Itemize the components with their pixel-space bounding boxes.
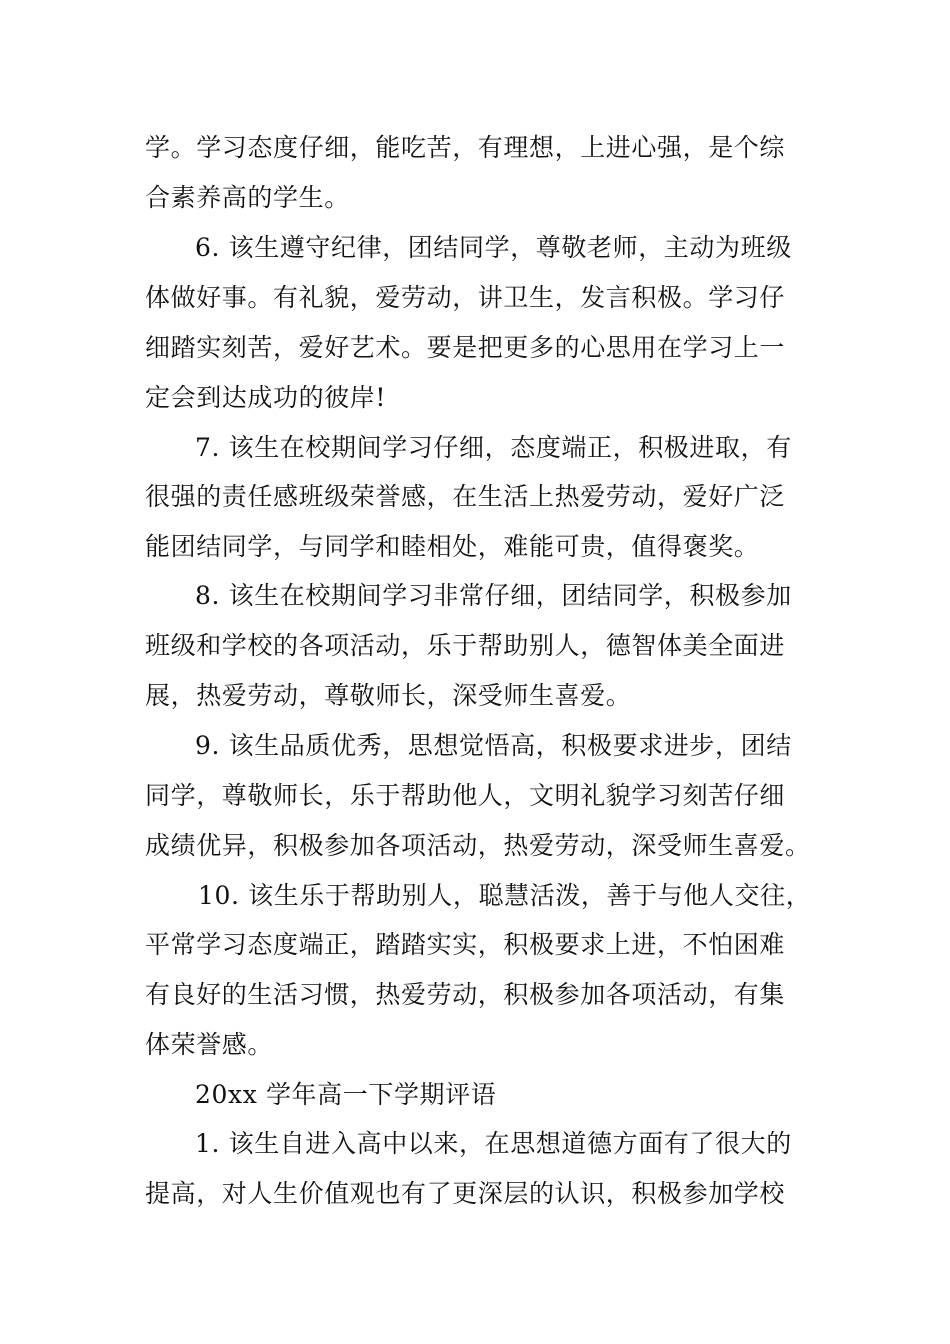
text-line: 10. 该生乐于帮助别人，聪慧活泼，善于与他人交往， [198,881,812,910]
text-line: 1. 该生自进入高中以来，在思想道德方面有了很大的 [195,1129,792,1158]
text-line: 展，热爱劳动，尊敬师长，深受师生喜爱。 [145,681,632,710]
text-line: 平常学习态度端正，踏踏实实，积极要求上进，不怕困难 [145,930,786,959]
text-line: 9. 该生品质优秀，思想觉悟高，积极要求进步，团结 [195,731,792,760]
text-line: 成绩优异，积极参加各项活动，热爱劳动，深受师生喜爱。 [145,831,811,860]
text-line: 提高，对人生价值观也有了更深层的认识，积极参加学校 [145,1179,786,1208]
section-heading: 20xx 学年高一下学期评语 [195,1080,497,1109]
text-line: 体做好事。有礼貌，爱劳动，讲卫生，发言积极。学习仔 [145,283,786,312]
text-line: 有良好的生活习惯，热爱劳动，积极参加各项活动，有集 [145,980,786,1009]
text-line: 合素养高的学生。 [145,183,350,212]
text-line: 很强的责任感班级荣誉感，在生活上热爱劳动，爱好广泛 [145,482,786,511]
text-line: 学。学习态度仔细，能吃苦，有理想，上进心强，是个综 [145,133,786,162]
text-line: 细踏实刻苦，爱好艺术。要是把更多的心思用在学习上一 [145,333,786,362]
text-line: 8. 该生在校期间学习非常仔细，团结同学，积极参加 [195,581,792,610]
text-line: 班级和学校的各项活动，乐于帮助别人，德智体美全面进 [145,631,786,660]
text-line: 同学，尊敬师长，乐于帮助他人，文明礼貌学习刻苦仔细 [145,781,786,810]
text-line: 7. 该生在校期间学习仔细，态度端正，积极进取，有 [195,433,792,462]
text-line: 6. 该生遵守纪律，团结同学，尊敬老师，主动为班级 [195,233,792,262]
text-line: 能团结同学，与同学和睦相处，难能可贵，值得褒奖。 [145,532,760,561]
text-line: 体荣誉感。 [145,1030,274,1059]
text-line: 定会到达成功的彼岸! [145,383,387,412]
